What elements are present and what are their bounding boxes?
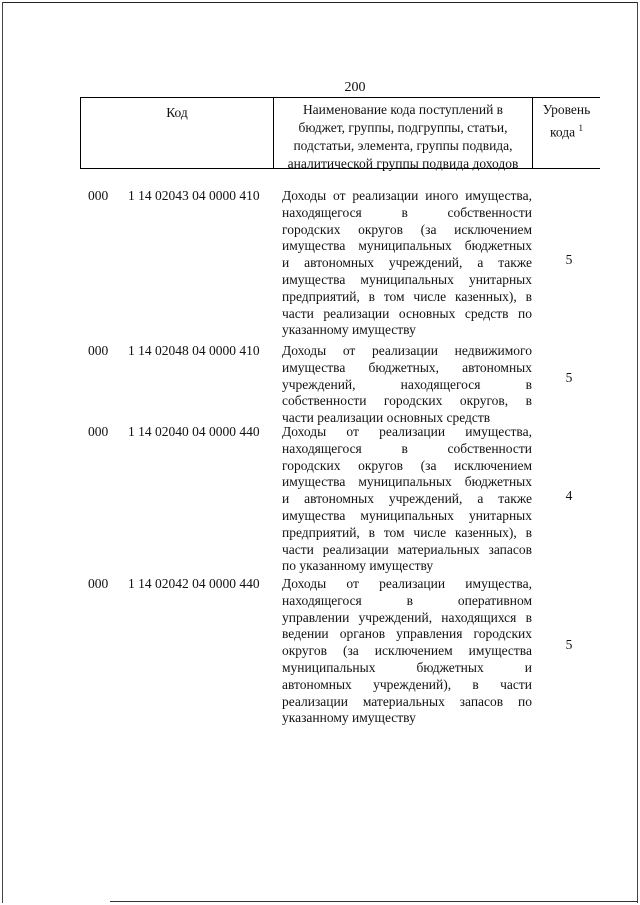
desc-line: части реализации основных средств [282,410,491,426]
page-frame-left [2,2,3,903]
row-prefix: 000 [88,188,109,203]
row-code: 1 14 02040 04 0000 440 [128,424,260,439]
desc-line: имущества муниципальных унитарных [282,271,532,287]
header-level-word: кода [550,124,576,140]
desc-line: и автономных учреждений, а также [282,255,532,271]
header-name-line: аналитической группы подвида доходов [287,156,519,171]
desc-line: собственности городских округов, в [282,393,532,409]
header-name-line: подстатьи, элемента, группы подвида, [293,138,513,153]
page-frame-right [637,2,638,903]
row-code: 1 14 02043 04 0000 410 [128,188,260,203]
desc-line: указанному имуществу [282,710,416,726]
desc-line: находящегося в собственности [282,440,532,456]
desc-line: городских округов (за исключением [282,221,532,237]
desc-line: имущества муниципальных унитарных [282,507,532,523]
desc-line: находящегося в оперативном [282,592,532,608]
footnote-marker: 1 [578,123,583,133]
desc-line: Доходы от реализации имущества, [282,424,532,439]
desc-line: имущества муниципальных бюджетных [282,474,532,490]
desc-line: ведении органов управления городских [282,626,532,642]
table-header [80,97,600,169]
desc-line: реализации материальных запасов по [282,693,532,709]
header-name [273,98,533,171]
desc-line: части реализации материальных запасов [282,541,532,557]
row-description [282,424,532,575]
header-name-line: Наименование кода поступлений в [302,102,504,117]
row-level: 5 [565,637,573,652]
page-number: 200 [344,80,366,95]
desc-line: Доходы от реализации иного имущества, [282,188,532,203]
desc-line: предприятий, в том числе казенных), в [282,524,532,540]
row-prefix: 000 [88,343,109,358]
desc-line: находящегося в собственности [282,204,532,220]
desc-line: автономных учреждений), в части [282,676,532,692]
desc-line: городских округов (за исключением [282,457,532,473]
desc-line: имущества муниципальных бюджетных [282,238,532,254]
page-frame-bottom [110,901,638,902]
desc-line: части реализации основных средств по [282,305,532,321]
desc-line: управлении учреждений, находящихся в [282,609,532,625]
desc-line: по указанному имуществу [282,558,434,574]
row-prefix: 000 [88,424,109,439]
row-description [282,576,532,727]
desc-line: предприятий, в том числе казенных), в [282,288,532,304]
desc-line: Доходы от реализации имущества, [282,576,532,591]
header-name-line: бюджет, группы, подгруппы, статьи, [298,120,508,135]
desc-line: и автономных учреждений, а также [282,491,532,507]
row-level: 5 [565,370,573,385]
row-description [282,188,532,339]
desc-line: учреждений, находящегося в [282,376,532,392]
row-level: 4 [565,488,573,503]
row-code: 1 14 02048 04 0000 410 [128,343,260,358]
desc-line: муниципальных бюджетных и [282,659,532,675]
header-level [533,98,600,168]
row-prefix: 000 [88,576,109,591]
desc-line: Доходы от реализации недвижимого [282,343,532,358]
header-level-line: Уровень [542,102,591,117]
desc-line: имущества бюджетных, автономных [282,359,532,375]
header-code: Код [80,98,273,168]
desc-line: указанному имуществу [282,322,416,338]
desc-line: округов (за исключением имущества [282,643,532,659]
row-description [282,343,532,427]
row-code: 1 14 02042 04 0000 440 [128,576,260,591]
page-frame-top [2,2,638,3]
header-level-line [533,119,600,142]
row-level: 5 [565,252,573,267]
